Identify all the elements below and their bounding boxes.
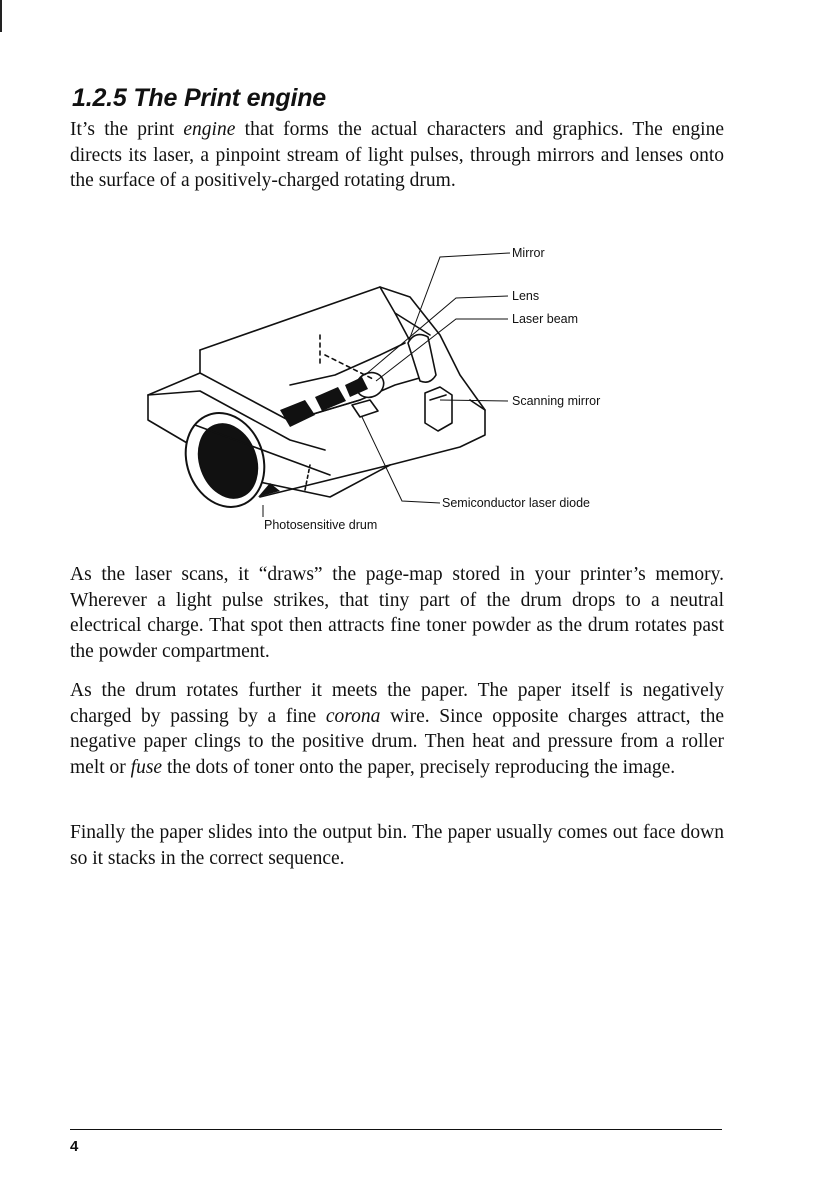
section-heading: 1.2.5 The Print engine [72, 84, 326, 112]
p1-text-start: It’s the print [70, 119, 184, 140]
p3-text-middle: wire. Since opposite charges attract, the negative paper clings to the positive drum. Then heat and pressure from a roller melt or [70, 705, 725, 778]
p3-emphasis-corona: corona [325, 705, 381, 727]
label-scanning-mirror: Scanning mirror [512, 394, 601, 408]
page-edge-mark [0, 0, 2, 32]
paragraph-laser-scan: As the laser scans, it “draws” the page-map stored in your printer’s memory. Wherever a light pulse strikes, that tiny part of the drum drops to a neutral electrical charge. That spot then attracts fine toner powder as the drum rotates past the powder compartment. [70, 564, 724, 662]
label-lens: Lens [512, 289, 540, 303]
p1-emphasis-engine: engine [183, 119, 236, 140]
p3-text-end: the dots of toner onto the paper, precisely reproducing the image. [162, 756, 676, 778]
label-mirror: Mirror [512, 246, 545, 260]
paragraph-print-engine [70, 117, 724, 194]
p3-text-start: As the drum rotates further it meets the paper. The paper itself is negatively charged by passing by a fine [70, 680, 724, 727]
print-engine-diagram [140, 235, 660, 540]
page-number: 4 [70, 1138, 79, 1155]
footer-rule [70, 1129, 722, 1130]
p1-text-end: that forms the actual characters and graphics. The engine directs its laser, a pinpoint stream of light pulses, through mirrors and lenses onto the surface of a positively-charged rotating drum. [70, 119, 724, 191]
paragraph-drum-paper [70, 678, 724, 780]
label-photosensitive-drum: Photosensitive drum [264, 518, 378, 532]
print-engine-illustration [140, 235, 660, 540]
p3-emphasis-fuse: fuse [130, 756, 163, 778]
label-laser-beam: Laser beam [512, 312, 579, 326]
label-laser-diode: Semiconductor laser diode [442, 496, 590, 510]
paragraph-output-bin: Finally the paper slides into the output bin. The paper usually comes out face down so it stacks in the correct sequence. [70, 822, 724, 869]
